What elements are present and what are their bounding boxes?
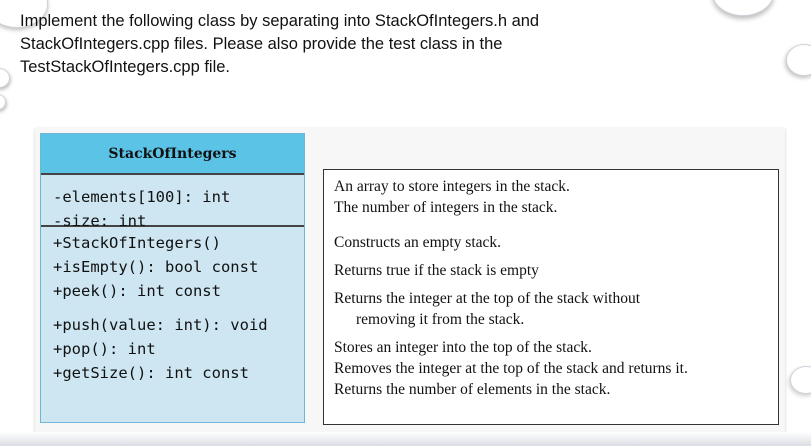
decorative-circle bbox=[712, 0, 774, 16]
description-line: removing it from the stack. bbox=[356, 311, 525, 328]
description-line: An array to store integers in the stack. bbox=[334, 178, 570, 195]
description-line: Returns true if the stack is empty bbox=[334, 262, 539, 279]
uml-operation: +isEmpty(): bool const bbox=[53, 258, 259, 276]
description-line: The number of integers in the stack. bbox=[334, 199, 558, 216]
uml-attributes bbox=[41, 175, 304, 230]
description-line: Returns the integer at the top of the stack without bbox=[334, 290, 641, 307]
uml-figure bbox=[35, 128, 785, 432]
spacer bbox=[334, 253, 778, 260]
bottom-shadow bbox=[0, 432, 811, 446]
uml-attribute: -elements[100]: int bbox=[53, 188, 231, 206]
spacer bbox=[334, 218, 778, 232]
description-line: Returns the number of elements in the stack. bbox=[334, 381, 611, 398]
uml-operations bbox=[41, 227, 304, 389]
instructions-line: Implement the following class by separating into StackOfIntegers.h and bbox=[20, 12, 540, 30]
uml-attribute: -size: int bbox=[53, 212, 147, 230]
uml-operation: +peek(): int const bbox=[53, 282, 221, 300]
decorative-circle bbox=[0, 94, 6, 110]
description-line: Removes the integer at the top of the stack and returns it. bbox=[334, 360, 688, 377]
description-box bbox=[323, 169, 779, 425]
decorative-circle bbox=[0, 68, 10, 88]
spacer bbox=[334, 281, 778, 288]
spacer bbox=[334, 330, 778, 337]
uml-operation: +getSize(): int const bbox=[53, 364, 249, 382]
instructions-text bbox=[20, 10, 670, 79]
uml-operation: +StackOfIntegers() bbox=[53, 234, 221, 252]
uml-class-name: StackOfIntegers bbox=[41, 134, 304, 175]
description-line: Constructs an empty stack. bbox=[334, 234, 502, 251]
spacer bbox=[53, 303, 298, 313]
description-line: Stores an integer into the top of the stack. bbox=[334, 339, 592, 356]
instructions-line: StackOfIntegers.cpp files. Please also provide the test class in the bbox=[20, 35, 503, 53]
uml-operation: +push(value: int): void bbox=[53, 316, 268, 334]
decorative-circle bbox=[786, 44, 811, 76]
instructions-line: TestStackOfIntegers.cpp file. bbox=[20, 58, 231, 76]
uml-operation: +pop(): int bbox=[53, 340, 156, 358]
uml-class-box bbox=[40, 133, 305, 423]
decorative-circle bbox=[790, 366, 811, 394]
